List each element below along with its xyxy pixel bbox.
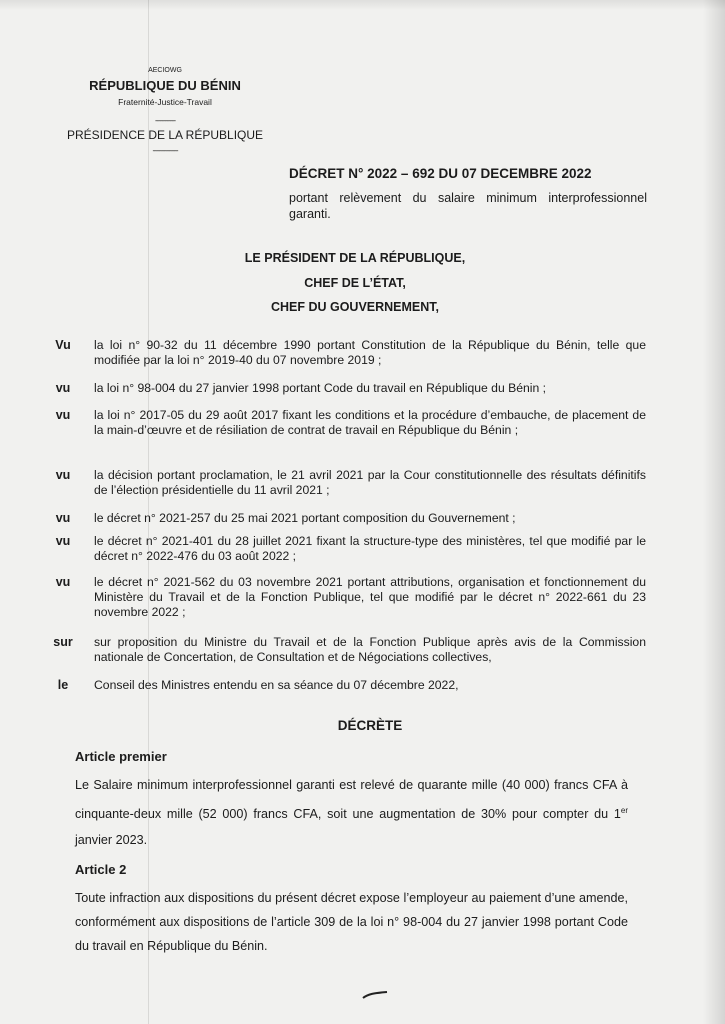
- visa-key: vu: [55, 534, 71, 548]
- decree-object: portant relèvement du salaire minimum interprofessionnel garanti.: [289, 191, 647, 221]
- signature-mark: [362, 990, 388, 1000]
- header-devise: Fraternité-Justice-Travail: [118, 97, 212, 107]
- visa-key: vu: [55, 381, 71, 395]
- visa-text: la décision portant proclamation, le 21 avril 2021 par la Cour constitutionnelle des résultats définitifs de l’élection présidentielle du 11 avril 2021 ;: [94, 468, 646, 497]
- scan-top-shadow: [0, 0, 725, 10]
- visa-text: le décret n° 2021-401 du 28 juillet 2021 fixant la structure-type des ministères, tel que modifié par le décret n° 2022-476 du 03 août 2022 ;: [94, 534, 646, 563]
- decree-title: DÉCRET N° 2022 – 692 DU 07 DECEMBRE 2022: [289, 166, 592, 181]
- article-1-text-end: janvier 2023.: [75, 833, 148, 848]
- header-republic: RÉPUBLIQUE DU BÉNIN: [89, 78, 241, 93]
- article-1-superscript: er: [620, 806, 628, 815]
- scan-edge-shadow: [703, 0, 725, 1024]
- president-line-2: CHEF DE L’ÉTAT,: [304, 275, 406, 290]
- visa-text: Conseil des Ministres entendu en sa séance du 07 décembre 2022,: [94, 678, 459, 692]
- president-block: [150, 246, 560, 320]
- article-1-title: Article premier: [75, 749, 167, 764]
- header-motto: AECIOWG: [148, 67, 182, 74]
- visa-key: le: [57, 678, 69, 692]
- article-1-text: Le Salaire minimum interprofessionnel garanti est relevé de quarante mille (40 000) francs CFA à cinquante-deux mille (52 000) francs CFA, soit une augmentation de 30% pour compter du 1: [75, 778, 628, 822]
- visa-text: la loi n° 90-32 du 11 décembre 1990 portant Constitution de la République du Bénin, telle que modifiée par la loi n° 2019-40 du 07 novembre 2019 ;: [94, 338, 646, 367]
- visa-text: sur proposition du Ministre du Travail et de la Fonction Publique après avis de la Commission nationale de Concertation, de Consultation et de Négociations collectives,: [94, 635, 646, 664]
- visa-key: Vu: [55, 338, 71, 352]
- article-2-body: Toute infraction aux dispositions du présent décret expose l’employeur au paiement d’une amende, conformément aux dispositions de l’article 309 de la loi n° 98-004 du 27 janvier 1998 portant Code du travail en République du Bénin.: [75, 891, 628, 953]
- visa-text: la loi n° 2017-05 du 29 août 2017 fixant les conditions et la procédure d’embauche, de placement de la main-d’œuvre et de résiliation de contrat de travail en République du Bénin ;: [94, 408, 646, 437]
- decrete-heading: DÉCRÈTE: [337, 718, 403, 733]
- visa-key: sur: [53, 635, 73, 649]
- article-1-body: [75, 772, 628, 853]
- visa-key: vu: [55, 408, 71, 422]
- header-separator: ------------: [155, 116, 175, 125]
- visa-key: vu: [55, 511, 71, 525]
- visa-key: vu: [55, 575, 71, 589]
- visa-text: le décret n° 2021-257 du 25 mai 2021 portant composition du Gouvernement ;: [94, 511, 516, 525]
- header-separator-2: ---------------: [152, 146, 178, 155]
- header-presidence: PRÉSIDENCE DE LA RÉPUBLIQUE: [66, 128, 264, 142]
- visa-text: le décret n° 2021-562 du 03 novembre 2021 portant attributions, organisation et fonctionnement du Ministère du Travail et de la Fonction Publique, tel que modifié par le décret n° 2022-661 du 23 novembre 2022 ;: [94, 575, 646, 619]
- visa-text: la loi n° 98-004 du 27 janvier 1998 portant Code du travail en République du Bénin ;: [94, 381, 547, 395]
- president-line-1: LE PRÉSIDENT DE LA RÉPUBLIQUE,: [244, 251, 466, 265]
- visa-key: vu: [55, 468, 71, 482]
- president-line-3: CHEF DU GOUVERNEMENT,: [270, 300, 440, 314]
- article-2-title: Article 2: [75, 862, 127, 877]
